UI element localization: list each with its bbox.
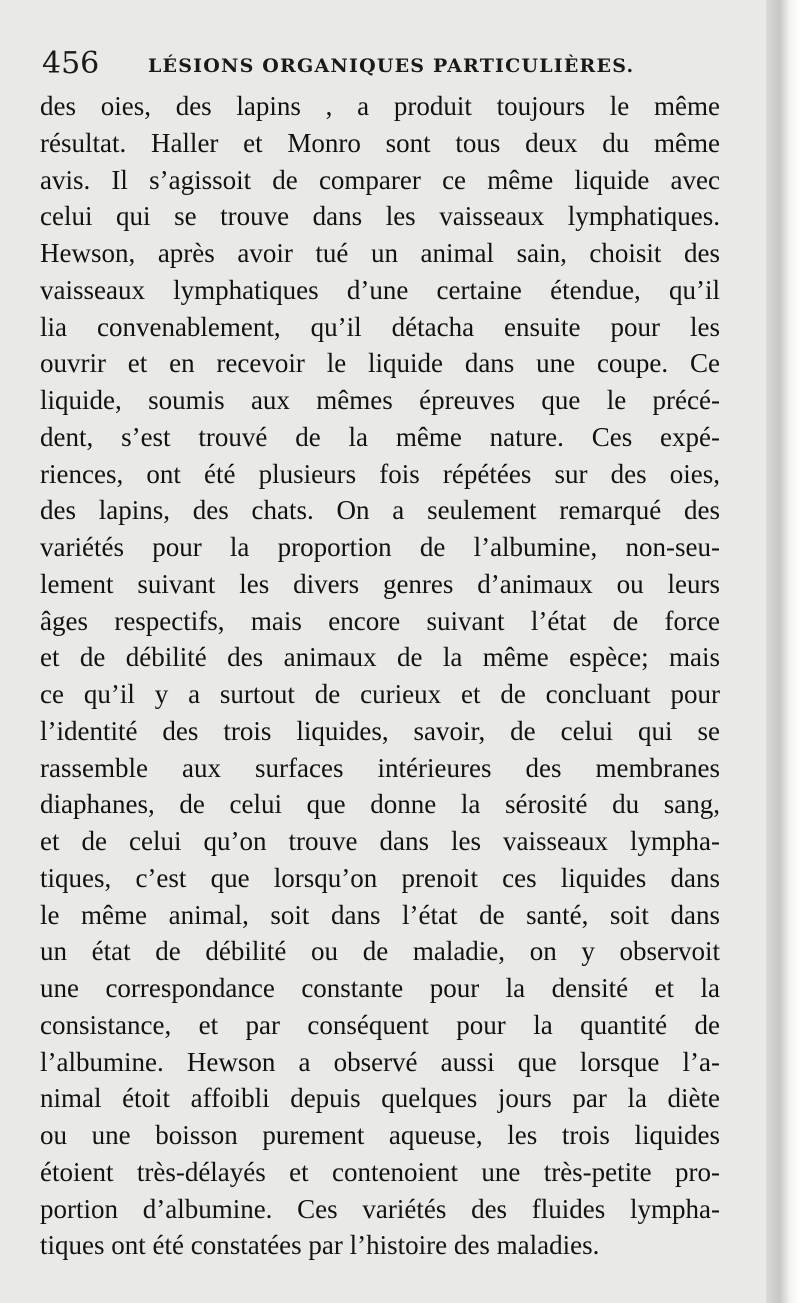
text-line: étoient très-délayés et contenoient une très-petite pro-: [40, 1156, 720, 1187]
text-line: l’albumine. Hewson a observé aussi que lorsque l’a-: [40, 1046, 720, 1077]
text-line: liquide, soumis aux mêmes épreuves que le précé-: [40, 385, 720, 415]
text-line: variétés pour la proportion de l’albumine, non-seu-: [40, 532, 720, 562]
text-line: vaisseaux lymphatiques d’une certaine étendue, qu’il: [40, 274, 720, 305]
text-line: tiques, c’est que lorsqu’on prenoit ces liquides dans: [40, 862, 720, 893]
text-line: des oies, des lapins , a produit toujours le même: [40, 91, 720, 121]
text-line: l’identité des trois liquides, savoir, de celui qui se: [40, 715, 720, 746]
text-line: et de celui qu’on trouve dans les vaisseaux lympha-: [40, 826, 720, 856]
text-line: portion d’albumine. Ces variétés des fluides lympha-: [40, 1193, 720, 1224]
text-line: une correspondance constante pour la densité et la: [40, 973, 720, 1003]
text-line: ce qu’il y a surtout de curieux et de concluant pour: [40, 679, 720, 709]
text-line: lement suivant les divers genres d’animaux ou leurs: [40, 568, 720, 599]
text-line: nimal étoit affoibli depuis quelques jours par la diète: [40, 1083, 720, 1114]
running-header: [40, 44, 730, 84]
text-line: diaphanes, de celui que donne la sérosité du sang,: [40, 789, 720, 820]
text-line: Hewson, après avoir tué un animal sain, choisit des: [40, 238, 720, 268]
text-line: rassemble aux surfaces intérieures des membranes: [40, 752, 720, 783]
text-line: ou une boisson purement aqueuse, les trois liquides: [40, 1120, 720, 1150]
text-line: tiques ont été constatées par l’histoire des maladies.: [40, 1230, 600, 1261]
text-line: le même animal, soit dans l’état de santé, soit dans: [40, 899, 720, 930]
text-line: ouvrir et en recevoir le liquide dans une coupe. Ce: [40, 348, 720, 379]
text-line: un état de débilité ou de maladie, on y observoit: [40, 936, 720, 967]
text-line: et de débilité des animaux de la même espèce; mais: [40, 642, 720, 673]
page-number: 456: [42, 46, 100, 81]
text-line: avis. Il s’agissoit de comparer ce même liquide avec: [40, 164, 720, 195]
text-line: des lapins, des chats. On a seulement remarqué des: [40, 495, 720, 526]
text-line: riences, ont été plusieurs fois répétées sur des oies,: [40, 458, 720, 489]
text-line: dent, s’est trouvé de la même nature. Ces expé-: [40, 421, 720, 452]
text-line: celui qui se trouve dans les vaisseaux lymphatiques.: [40, 201, 720, 232]
body-paragraph: [40, 88, 720, 1264]
running-title: LÉSIONS ORGANIQUES PARTICULIÈRES.: [148, 55, 635, 77]
text-line: lia convenablement, qu’il détacha ensuite pour les: [40, 311, 720, 342]
page-edge-shadow: [766, 0, 800, 1303]
text-line: âges respectifs, mais encore suivant l’état de force: [40, 605, 720, 636]
text-line: résultat. Haller et Monro sont tous deux du même: [40, 127, 720, 158]
text-line: consistance, et par conséquent pour la quantité de: [40, 1009, 720, 1040]
